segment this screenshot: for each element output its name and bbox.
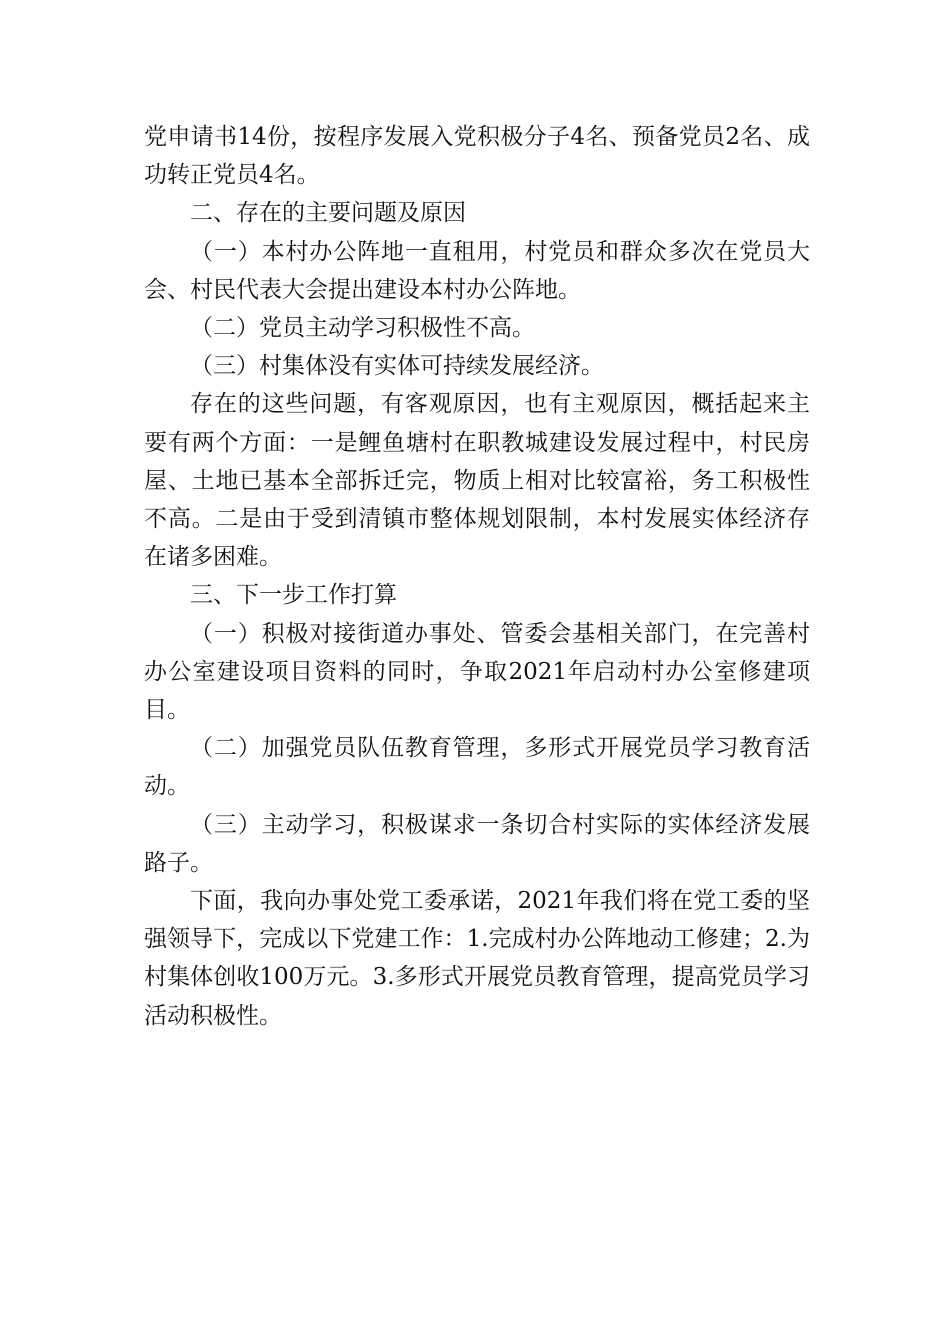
paragraph-problem-1: （一）本村办公阵地一直租用，村党员和群众多次在党员大会、村民代表大会提出建设本村办公阵地。 bbox=[144, 238, 810, 303]
paragraph-problem-3: （三）村集体没有实体可持续发展经济。 bbox=[190, 353, 604, 380]
paragraph-commitment: 下面，我向办事处党工委承诺，2021年我们将在党工委的坚强领导下，完成以下党建工作：1.完成村办公阵地动工修建；2.为村集体创收100万元。3.多形式开展党员教育管理，提高党员学习活动积极性。 bbox=[144, 888, 810, 1029]
paragraph-causes: 存在的这些问题，有客观原因，也有主观原因，概括起来主要有两个方面：一是鲤鱼塘村在职教城建设发展过程中，村民房屋、土地已基本全部拆迁完，物质上相对比较富裕，务工积极性不高。二是由于受到清镇市整体规划限制，本村发展实体经济存在诸多困难。 bbox=[144, 391, 810, 571]
paragraph-problem-2: （二）党员主动学习积极性不高。 bbox=[190, 315, 535, 342]
section-heading-problems: 二、存在的主要问题及原因 bbox=[190, 200, 466, 227]
paragraph-continuation: 党申请书14份，按程序发展入党积极分子4名、预备党员2名、成功转正党员4名。 bbox=[144, 124, 810, 189]
paragraph-plan-1: （一）积极对接街道办事处、管委会基相关部门，在完善村办公室建设项目资料的同时，争取2021年启动村办公室修建项目。 bbox=[144, 620, 810, 724]
paragraph-plan-3: （三）主动学习，积极谋求一条切合村实际的实体经济发展路子。 bbox=[144, 811, 810, 876]
section-heading-next-steps: 三、下一步工作打算 bbox=[190, 582, 397, 609]
paragraph-plan-2: （二）加强党员队伍教育管理，多形式开展党员学习教育活动。 bbox=[144, 735, 810, 800]
document-body bbox=[144, 118, 810, 1035]
